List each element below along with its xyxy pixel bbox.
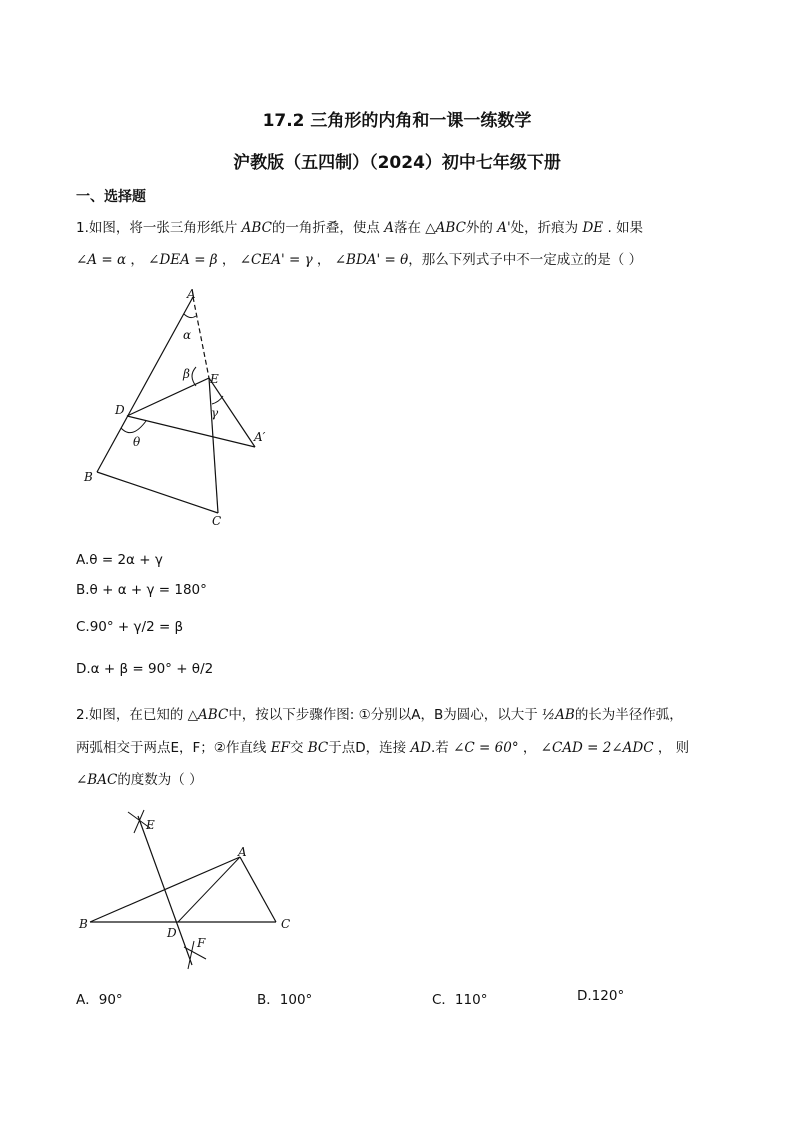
label-d: D [115, 403, 125, 417]
q1-option-a[interactable]: A.θ = 2α + γ [76, 552, 163, 568]
q1-option-c[interactable]: C.90° + γ/2 = β [76, 619, 184, 635]
fold-dashed [193, 297, 209, 378]
label-alpha: α [183, 328, 192, 342]
q2-stem-line3: ∠BAC的度数为（ ） [76, 772, 203, 788]
side-ac [240, 857, 276, 922]
label-e: E [146, 818, 155, 832]
q1-option-d[interactable]: D.α + β = 90° + θ/2 [76, 661, 214, 677]
label-a: A [238, 845, 247, 859]
q1-option-b[interactable]: B.θ + α + γ = 180° [76, 582, 207, 598]
label-theta: θ [133, 435, 141, 449]
label-c: C [281, 917, 291, 931]
document-subtitle: 沪教版（五四制）（2024）初中七年级下册 [233, 153, 561, 173]
label-beta: β [183, 367, 190, 381]
arc-alpha [184, 314, 196, 318]
label-e: E [210, 372, 219, 386]
q1-stem-line1: 1.如图，将一张三角形纸片 ABC的一角折叠，使点 A落在 △ABC外的 A'处，折痕为 DE . 如果 [76, 220, 644, 236]
label-b: B [79, 917, 88, 931]
side-ab [97, 297, 193, 472]
label-f: F [197, 936, 206, 950]
label-gamma: γ [211, 406, 219, 420]
line-ef [138, 816, 192, 965]
q2-stem-line1: 2.如图，在已知的 △ABC中，按以下步骤作图: ①分别以A，B为圆心，以大于 ½AB的长为半径作弧， [76, 707, 683, 723]
q2-option-d[interactable]: D.120° [577, 988, 625, 1004]
q1-stem-line2: ∠A = α ， ∠DEA = β ， ∠CEA' = γ ， ∠BDA' = θ，那么下列式子中不一定成立的是（ ） [76, 252, 643, 268]
q1-figure [70, 280, 270, 530]
crease-de [127, 378, 209, 416]
segment-ad [178, 857, 240, 922]
arc-theta [121, 421, 146, 433]
q2-figure [70, 805, 310, 975]
q2-stem-line2: 两弧相交于两点E，F；②作直线 EF交 BC于点D，连接 AD.若 ∠C = 60° ， ∠CAD = 2∠ADC ， 则 [76, 740, 690, 756]
side-ec [209, 378, 218, 513]
q2-option-b[interactable]: B．100° [257, 992, 313, 1008]
label-a: A [187, 287, 196, 301]
q2-option-a[interactable]: A．90° [76, 992, 123, 1008]
arc-beta [192, 367, 196, 386]
q2-option-c[interactable]: C．110° [432, 992, 488, 1008]
label-a-prime: A′ [254, 430, 266, 444]
label-b: B [84, 470, 93, 484]
document-title: 17.2 三角形的内角和一课一练数学 [262, 111, 532, 131]
side-da-prime [127, 416, 255, 447]
section-heading: 一、选择题 [76, 189, 146, 205]
side-ba [90, 857, 240, 922]
side-bc [97, 472, 218, 513]
label-c: C [212, 514, 222, 528]
label-d: D [167, 926, 177, 940]
